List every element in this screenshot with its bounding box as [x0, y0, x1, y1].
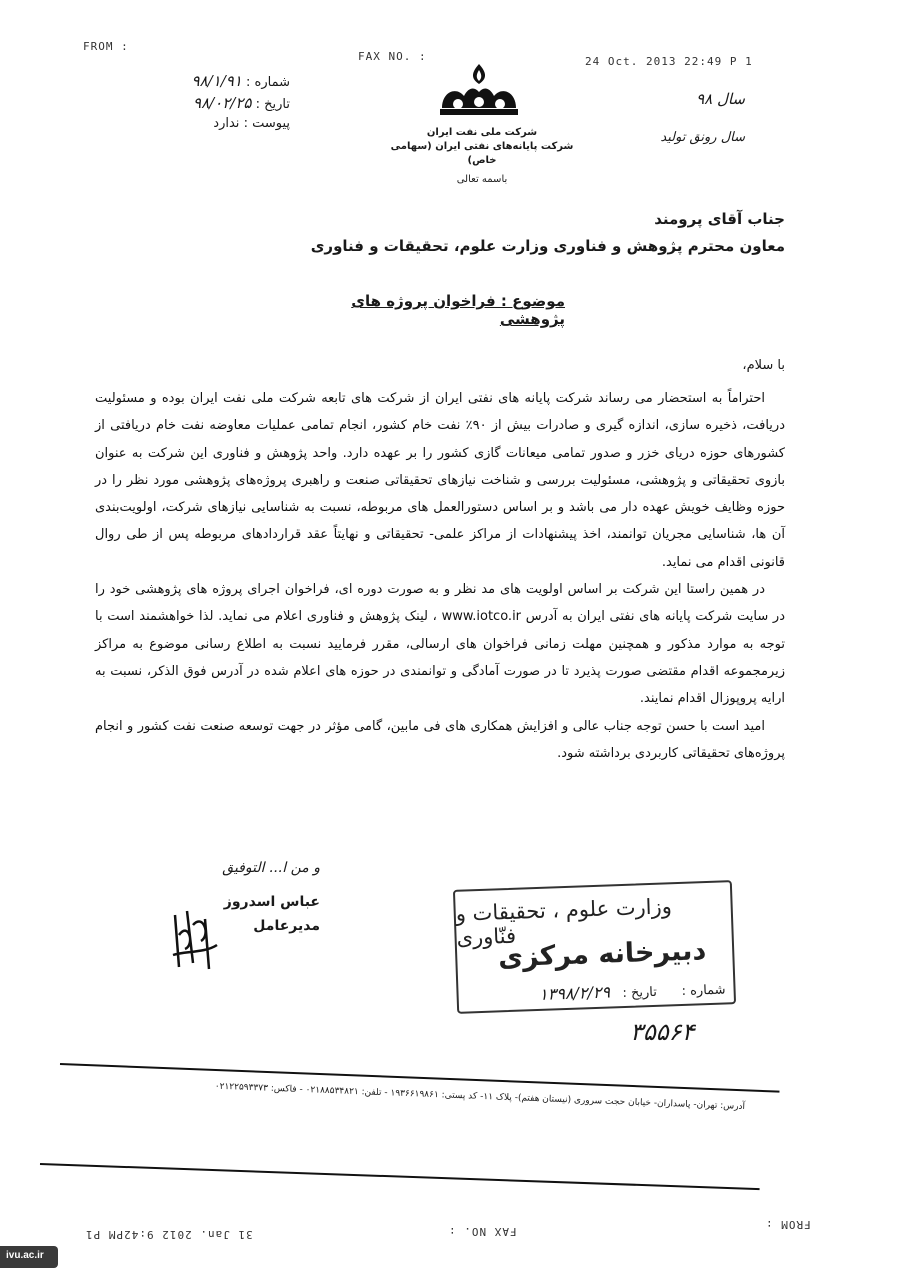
signer-title: مدیرعامل [253, 918, 320, 934]
recipient-name: جناب آقای پرومند [654, 210, 785, 228]
greeting: با سلام، [742, 358, 785, 373]
stamp-date-value: ۱۳۹۸/۲/۲۹ [538, 982, 611, 1004]
date-label: تاریخ : [255, 97, 290, 112]
stamp-number-date [539, 978, 726, 1003]
stamp-secretariat-line: دبیرخانه مرکزی [497, 935, 707, 974]
closing-phrase: و من ا... التوفیق [222, 860, 320, 876]
watermark-badge [0, 1246, 58, 1268]
fax-datetime: 24 Oct. 2013 22:49 P 1 [585, 55, 753, 68]
paragraph-intro: احتراماً به استحضار می رساند شرکت پایانه های نفتی ایران از شرکت های تابعه شرکت ملی نفت ایران بوده و مسئولیت دریافت، ذخیره سازی، اندازه گیری و صادرات بیش از ۹۰٪ نفت خام کشور، انجام تمامی عملیات معاوضه نفت خام دریافتی از کشورهای حوزه دریای خزر و صدور تمامی میعانات گازی کشور را بر عهده دارد. واحد پژوهش و فناوری این شرکت به عنوان بازوی تحقیقاتی و پژوهشی، مسئولیت بررسی و شناخت نیازهای تحقیقاتی صنعت و راهبری پروژه‌های پژوهشی مورد نظر را در حوزه وظایف خویش عهده دار می باشد و بر اساس دستورالعمل های مربوطه، نسبت به شناسایی نیازهای شرکت، اولویت‌بندی آن ها، شناسایی مجریان توانمند، اخذ پیشنهادات از مراکز علمی- تحقیقاتی و نهایتاً عقد قراردادهای مربوطه پس از طی روال قانونی اقدام می نماید. [95, 391, 785, 570]
footer-address: آدرس: تهران- پاسداران- خیابان حجت سروری (نیستان هفتم)- پلاک ۱۱- کد پستی: ۱۹۳۶۶۱۹۸۶۱ - تلفن: ۰۲۱۸۸۵۳۴۸۲۱ - فاکس: ۰۲۱۲۲۵۹۳۳۷۳ [214, 1081, 746, 1112]
letter-body [95, 385, 785, 767]
subsidiary-name: شرکت پایانه‌های نفتی ایران (سهامی خاص) [390, 141, 574, 166]
handwritten-signature [165, 905, 225, 979]
company-name: شرکت ملی نفت ایران [426, 127, 538, 138]
letter-meta [160, 72, 290, 138]
fax-bottom-number-label: FAX NO. : [448, 1225, 517, 1238]
signer-name: عباس اسدروز [223, 894, 320, 910]
number-label: شماره : [246, 75, 290, 90]
footer-rule-bottom [40, 1163, 760, 1190]
handwritten-registration-number: ۳۵۵۶۴ [630, 1018, 695, 1046]
stamp-number-label: شماره : [681, 982, 726, 999]
paragraph-closing: امید است با حسن توجه جناب عالی و افزایش همکاری های فی مابین، گامی مؤثر در جهت توسعه صنعت نفت کشور و انجام پروژه‌های تحقیقاتی کاربردی برداشته شود. [95, 718, 785, 761]
ministry-stamp [453, 880, 736, 1014]
fax-bottom-datetime: 31 Jan. 2012 9:42PM P1 [85, 1228, 253, 1241]
number-value: ۹۸/۱/۹۱ [191, 72, 242, 90]
fax-bottom-from-label: FROM : [765, 1218, 811, 1231]
paragraph-request: در همین راستا این شرکت بر اساس اولویت های مد نظر و به صورت دوره ای، فراخوان اجرای پروژه های پژوهشی خود را در سایت شرکت پایانه های نفتی ایران به آدرس www.iotco.ir ، لینک پژوهش و فناوری اعلام می نماید. لذا خواهشمند است با توجه به موارد مذکور و همچنین مهلت زمانی فراخوان های ارسالی، مقرر فرمایید نسبت به اطلاع رسانی موضوع به مراکز زیرمجموعه اقدام مقتضی صورت پذیرد تا در صورت آمادگی و توانمندی در حوزه های اعلام شده در آدرس فوق الذکر، نسبت به ارایه پروپوزال اقدام نمایند. [95, 582, 786, 707]
year-slogan: سال رونق تولید [660, 130, 745, 145]
basmala: باسمه تعالی [456, 174, 508, 185]
watermark-text: ivu.ac.ir [6, 1250, 44, 1261]
year-label: سال ۹۸ [696, 90, 745, 108]
stamp-ministry-line: وزارت علوم ، تحقیقات و فنّاوری [455, 894, 673, 950]
date-value: ۹۸/۰۲/۲۵ [193, 94, 252, 112]
recipient-title: معاون محترم پژوهش و فناوری وزارت علوم، تحقیقات و فناوری [310, 237, 785, 255]
year-slogan-block [635, 90, 745, 145]
subject-line: موضوع : فراخوان پروژه های پژوهشی [351, 292, 565, 328]
fax-number-label: FAX NO. : [358, 50, 427, 63]
nioc-logo-icon [434, 62, 582, 124]
company-logo-block [382, 62, 582, 188]
fax-from-label: FROM : [83, 40, 129, 53]
attachment-value: ندارد [213, 116, 240, 131]
stamp-date-label: تاریخ : [622, 984, 658, 1002]
attachment-label: پیوست : [243, 116, 290, 131]
